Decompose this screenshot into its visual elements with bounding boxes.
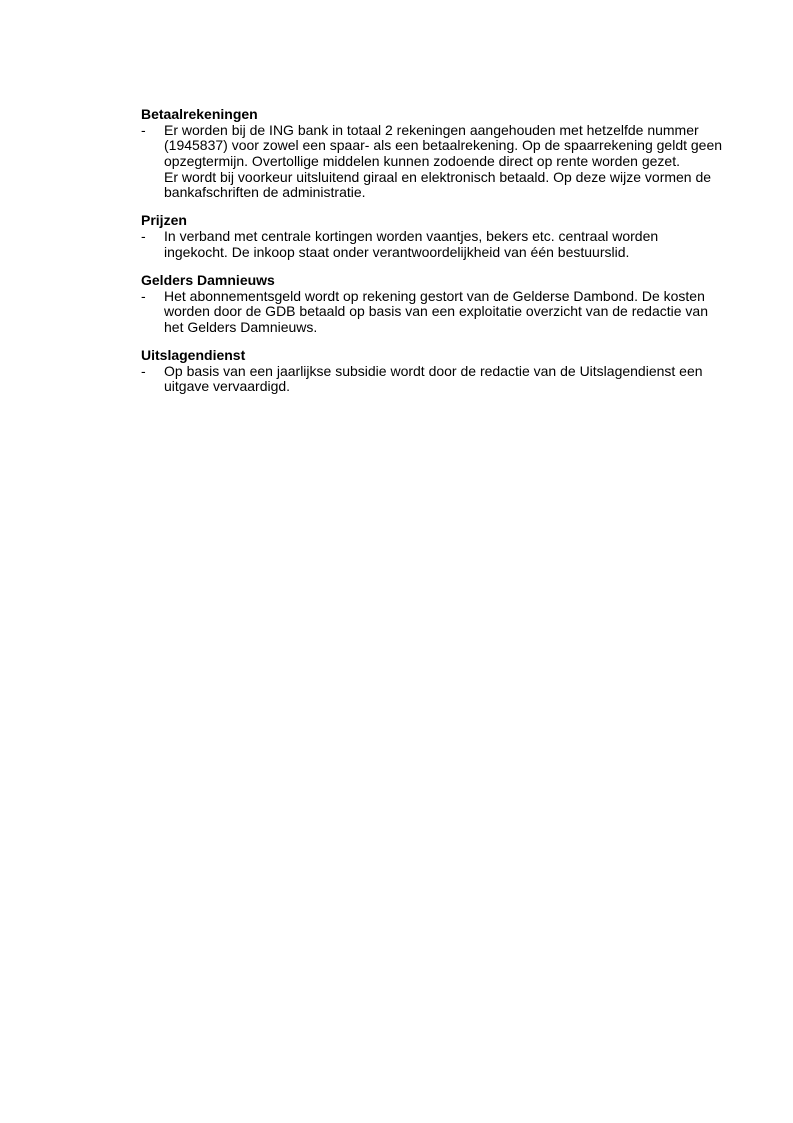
section-heading: Gelders Damnieuws — [141, 271, 275, 288]
bullet-dash: - — [141, 362, 146, 379]
list-item-text — [164, 229, 711, 260]
text-line: uitgave vervaardigd. — [164, 378, 291, 395]
text-line: opzegtermijn. Overtollige middelen kunnen zodoende direct op rente worden gezet. — [164, 153, 680, 170]
text-line: In verband met centrale kortingen worden vaantjes, bekers etc. centraal worden — [164, 228, 659, 245]
text-line: Op basis van een jaarlijkse subsidie wordt door de redactie van de Uitslagendienst een — [164, 362, 703, 379]
text-line: Het abonnementsgeld wordt op rekening gestort van de Gelderse Dambond. De kosten — [164, 287, 705, 304]
section-uitslagendienst — [141, 348, 711, 395]
list-item-text — [164, 364, 711, 395]
list-item — [141, 289, 711, 336]
text-line: Er wordt bij voorkeur uitsluitend giraal en elektronisch betaald. Op deze wijze vormen de — [164, 168, 712, 185]
list-item — [141, 364, 711, 395]
section-heading: Prijzen — [141, 212, 187, 229]
document-content — [141, 106, 723, 395]
text-line: worden door de GDB betaald op basis van een exploitatie overzicht van de redactie van — [164, 303, 709, 320]
section-heading: Betaalrekeningen — [141, 106, 258, 122]
list-item-text — [164, 289, 711, 336]
text-line: Er worden bij de ING bank in totaal 2 rekeningen aangehouden met hetzelfde nummer — [164, 121, 699, 138]
bullet-dash: - — [141, 287, 146, 304]
section-betaalrekeningen — [141, 106, 723, 201]
section-heading: Uitslagendienst — [141, 346, 246, 363]
text-line: het Gelders Damnieuws. — [164, 318, 318, 335]
list-item-text — [164, 121, 723, 201]
section-gelders-damnieuws — [141, 273, 711, 336]
bullet-dash: - — [141, 228, 146, 245]
text-line: (1945837) voor zowel een spaar- als een betaalrekening. Op de spaarrekening geldt geen — [164, 137, 723, 154]
text-line: ingekocht. De inkoop staat onder verantwoordelijkheid van één bestuurslid. — [164, 243, 630, 260]
list-item — [141, 229, 711, 260]
section-prijzen — [141, 213, 711, 260]
bullet-dash: - — [141, 121, 146, 138]
text-line: bankafschriften de administratie. — [164, 184, 366, 201]
list-item — [141, 121, 723, 201]
